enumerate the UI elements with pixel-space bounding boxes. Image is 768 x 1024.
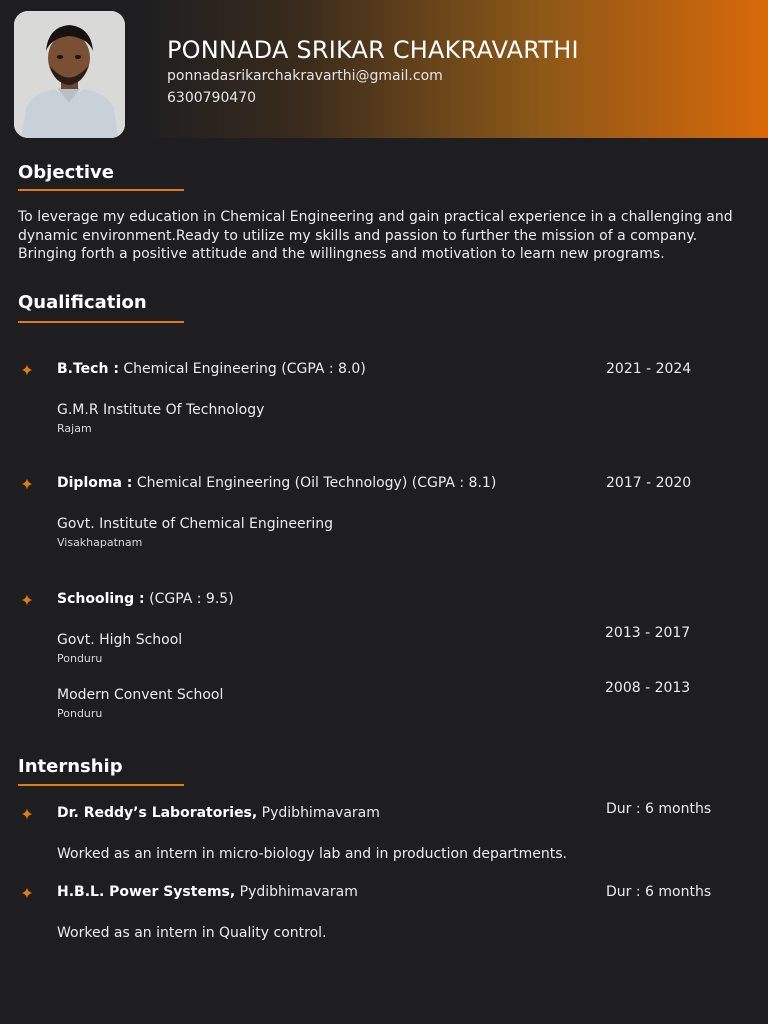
school-2-years: 2008 - 2013 — [605, 680, 691, 696]
diploma-field: Chemical Engineering (Oil Technology) — [136, 475, 408, 491]
btech-field: Chemical Engineering — [123, 361, 277, 377]
btech-location: Rajam — [57, 422, 92, 435]
internship-1-place: Pydibhimavaram — [261, 805, 380, 821]
diploma-score: (CGPA : 8.1) — [411, 475, 497, 491]
orange-sparkle-icon — [20, 886, 34, 900]
school-1-institution: Govt. High School — [57, 632, 183, 648]
internship-2-company: H.B.L. Power Systems, — [57, 884, 236, 900]
profile-photo — [14, 11, 125, 138]
orange-sparkle-icon — [20, 807, 34, 821]
candidate-name: PONNADA SRIKAR CHAKRAVARTHI — [167, 36, 579, 64]
objective-rule — [18, 189, 184, 191]
btech-institution: G.M.R Institute Of Technology — [57, 402, 265, 418]
schooling-row — [57, 591, 234, 607]
diploma-location: Visakhapatnam — [57, 536, 143, 549]
diploma-row — [57, 475, 496, 491]
internship-2-description: Worked as an intern in Quality control. — [57, 925, 327, 941]
internship-2-row — [57, 884, 358, 900]
internship-1-duration: Dur : 6 months — [606, 801, 712, 817]
schooling-degree: Schooling : — [57, 591, 145, 607]
school-2-location: Ponduru — [57, 707, 103, 720]
diploma-institution: Govt. Institute of Chemical Engineering — [57, 516, 334, 532]
internship-2-duration: Dur : 6 months — [606, 884, 712, 900]
orange-sparkle-icon — [20, 477, 34, 491]
email-address: ponnadasrikarchakravarthi@gmail.com — [167, 68, 443, 84]
btech-degree: B.Tech : — [57, 361, 119, 377]
internship-1-description: Worked as an intern in micro-biology lab and in production departments. — [57, 846, 568, 862]
btech-years: 2021 - 2024 — [606, 361, 692, 377]
btech-row — [57, 361, 366, 377]
internship-1-company: Dr. Reddy’s Laboratories, — [57, 805, 258, 821]
schooling-score: (CGPA : 9.5) — [149, 591, 234, 607]
internship-2-place: Pydibhimavaram — [239, 884, 358, 900]
objective-title: Objective — [18, 162, 114, 183]
internship-title: Internship — [18, 756, 123, 777]
school-2-institution: Modern Convent School — [57, 687, 224, 703]
school-1-years: 2013 - 2017 — [605, 625, 691, 641]
orange-sparkle-icon — [20, 593, 34, 607]
orange-sparkle-icon — [20, 363, 34, 377]
qualification-rule — [18, 321, 184, 323]
school-1-location: Ponduru — [57, 652, 103, 665]
internship-rule — [18, 784, 184, 786]
profile-photo-image — [14, 11, 125, 138]
btech-score: (CGPA : 8.0) — [281, 361, 366, 377]
qualification-title: Qualification — [18, 292, 147, 313]
diploma-years: 2017 - 2020 — [606, 475, 692, 491]
internship-1-row — [57, 805, 380, 821]
objective-text: To leverage my education in Chemical Engineering and gain practical experience in a challenging and dynamic environment.Ready to utilize my skills and passion to further the mission of a company. Bringing forth a positive attitude and the willingness and motivation to learn new programs. — [18, 209, 733, 262]
phone-number: 6300790470 — [167, 90, 257, 106]
diploma-degree: Diploma : — [57, 475, 133, 491]
